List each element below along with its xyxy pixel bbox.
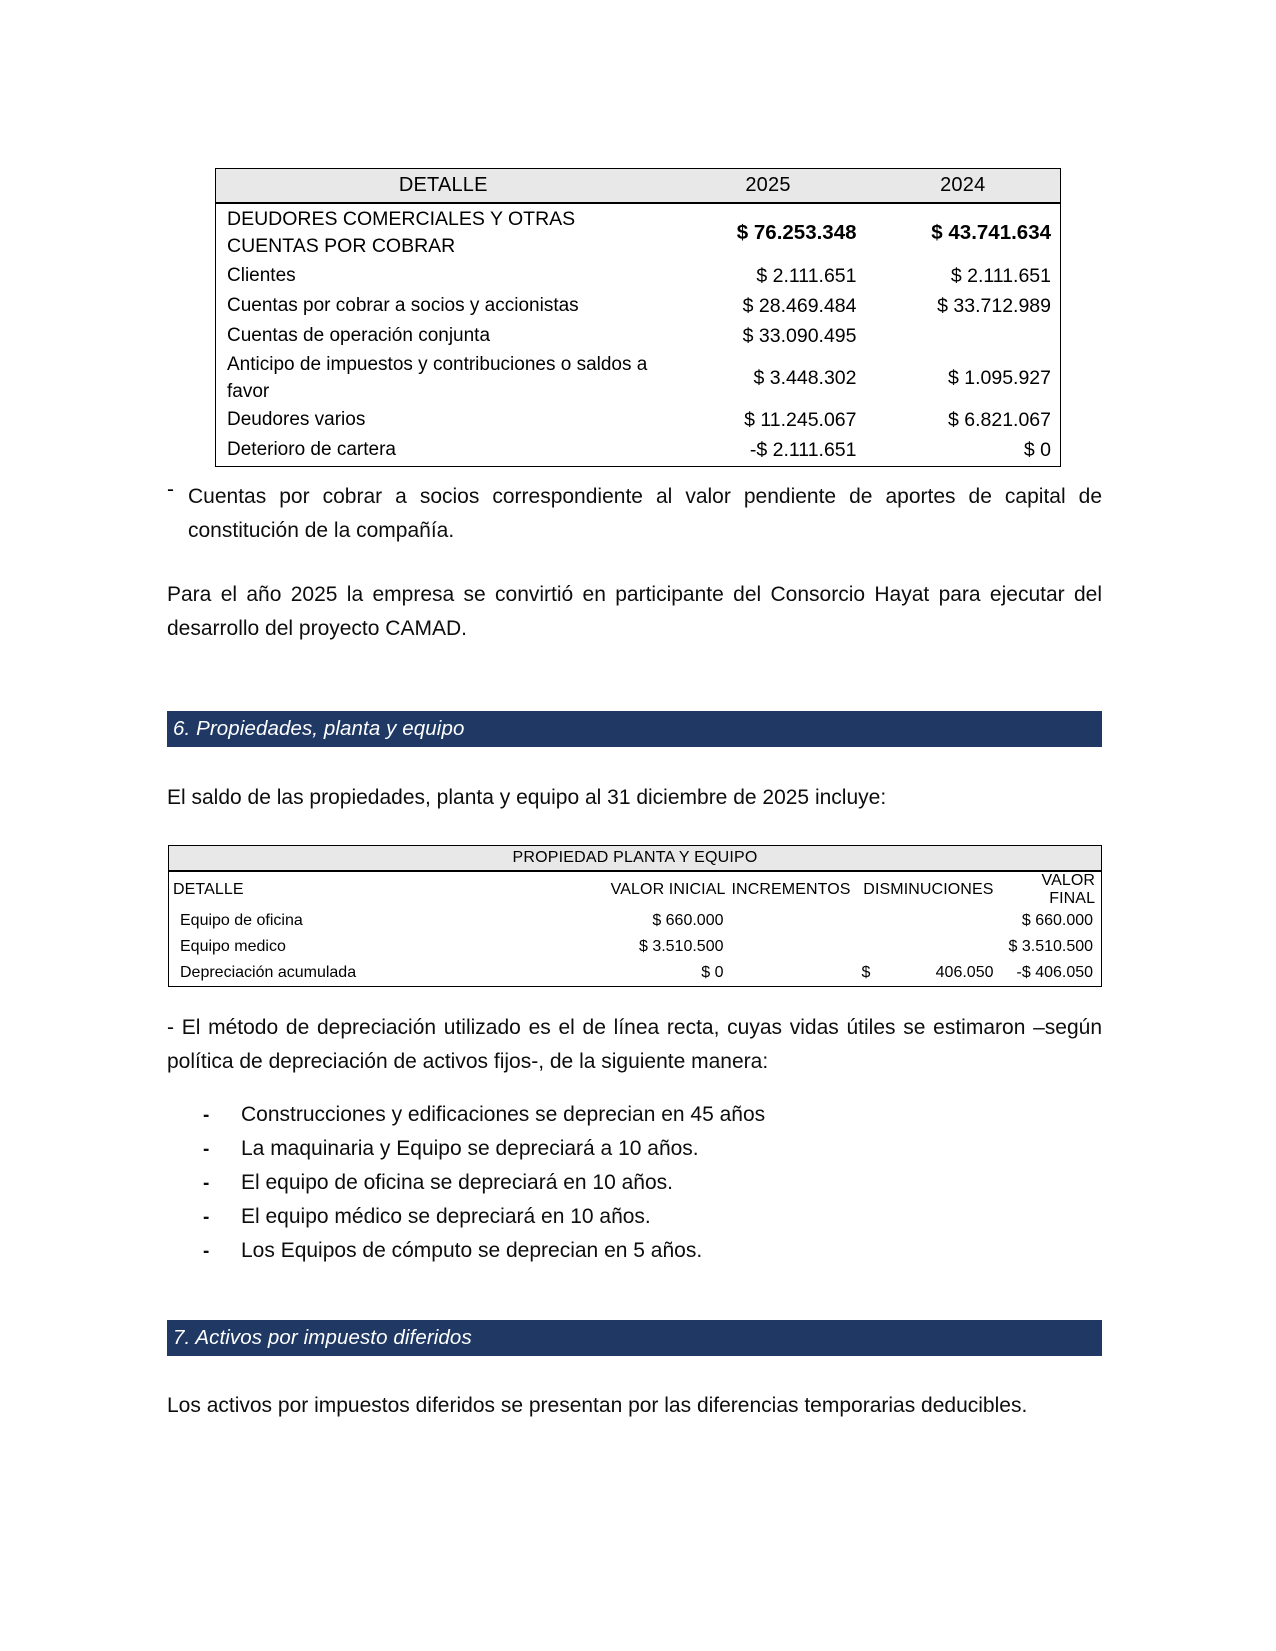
row-value-2024: $ 1.095.927 xyxy=(947,367,1051,390)
row-value-2025: $ 3.448.302 xyxy=(753,367,857,390)
table-row xyxy=(216,352,1061,406)
section-heading-6-label: 6. Propiedades, planta y equipo xyxy=(173,717,465,740)
row-valor-final: $ 660.000 xyxy=(1021,912,1094,929)
row-valor-final: -$ 406.050 xyxy=(1016,964,1094,981)
column-header-valor-inicial: VALOR INICIAL xyxy=(610,881,726,898)
list-item-label: Los Equipos de cómputo se deprecian en 5 años. xyxy=(241,1239,703,1262)
deudores-table xyxy=(215,168,1061,467)
bullet-dash-icon: - xyxy=(203,1241,210,1262)
row-valor-final: $ 3.510.500 xyxy=(1008,938,1094,955)
row-label: Deterioro de cartera xyxy=(227,439,396,461)
row-disminuciones xyxy=(852,908,1000,934)
row-value-2024: $ 33.712.989 xyxy=(937,295,1051,318)
para-metodo-depreciacion: - El método de depreciación utilizado es el de línea recta, cuyas vidas útiles se estimaron –según política de depreciación de activos fijos-, de la siguiente manera: xyxy=(167,1016,1102,1074)
list-item-label: El equipo de oficina se depreciará en 10 años. xyxy=(241,1171,673,1194)
row-valor-inicial: $ 3.510.500 xyxy=(638,938,724,955)
row-value-2025: -$ 2.111.651 xyxy=(749,439,857,462)
section-heading-7-label: 7. Activos por impuesto diferidos xyxy=(173,1326,472,1349)
row-value-2025: $ 33.090.495 xyxy=(742,325,857,348)
column-header-disminuciones: DISMINUCIONES xyxy=(863,881,994,898)
table-row xyxy=(216,203,1061,262)
table-header-row xyxy=(216,169,1061,204)
column-header-2025: 2025 xyxy=(671,169,866,204)
row-incrementos xyxy=(732,934,852,960)
bullet-dash-icon: - xyxy=(203,1105,210,1126)
column-header-incrementos: INCREMENTOS xyxy=(731,881,851,898)
row-value-2025: $ 2.111.651 xyxy=(756,265,857,288)
list-item xyxy=(203,1103,1003,1137)
row-label: Anticipo de impuestos y contribuciones o saldos a favor xyxy=(227,353,648,402)
row-label: Cuentas por cobrar a socios y accionistas xyxy=(227,295,579,317)
amount: 406.050 xyxy=(935,964,994,981)
section-heading-7 xyxy=(167,1320,1102,1356)
column-header-2024: 2024 xyxy=(866,169,1061,204)
bullet-dash-icon: - xyxy=(203,1173,210,1194)
section-heading-6 xyxy=(167,711,1102,747)
table-row xyxy=(169,908,1102,934)
table-row xyxy=(216,262,1061,292)
table-row xyxy=(216,292,1061,322)
row-disminuciones xyxy=(852,960,1000,987)
row-label: Equipo de oficina xyxy=(180,912,303,929)
row-value-2025: $ 11.245.067 xyxy=(744,409,857,432)
row-value-2024: $ 6.821.067 xyxy=(947,409,1051,432)
ppe-table xyxy=(168,845,1102,987)
section7-body: Los activos por impuestos diferidos se presentan por las diferencias temporarias deducibles. xyxy=(167,1394,1028,1417)
deudores-table-container xyxy=(215,168,1060,467)
row-value-2024: $ 2.111.651 xyxy=(950,265,1051,288)
row-label: Clientes xyxy=(227,265,296,287)
section6-intro: El saldo de las propiedades, planta y equipo al 31 diciembre de 2025 incluye: xyxy=(167,786,887,809)
row-label: Deudores varios xyxy=(227,409,366,431)
list-item-label: Construcciones y edificaciones se deprecian en 45 años xyxy=(241,1103,766,1126)
row-value-2024 xyxy=(866,322,1061,352)
list-item-label: La maquinaria y Equipo se depreciará a 10 años. xyxy=(241,1137,699,1160)
para-consorcio: Para el año 2025 la empresa se convirtió en participante del Consorcio Hayat para ejecutar del desarrollo del proyecto CAMAD. xyxy=(167,583,1102,641)
row-incrementos xyxy=(732,960,852,987)
list-item xyxy=(203,1171,1003,1205)
list-item xyxy=(203,1205,1003,1239)
currency-symbol: $ xyxy=(861,964,871,981)
table-row xyxy=(169,934,1102,960)
column-header-detalle: DETALLE xyxy=(216,169,671,204)
list-item-label: El equipo médico se depreciará en 10 años. xyxy=(241,1205,651,1228)
ppe-table-title: PROPIEDAD PLANTA Y EQUIPO xyxy=(169,846,1102,872)
row-value-2025: $ 28.469.484 xyxy=(742,295,857,318)
depreciacion-bullet-list xyxy=(203,1103,1003,1273)
row-label: DEUDORES COMERCIALES Y OTRAS CUENTAS POR COBRAR xyxy=(227,208,576,257)
row-label: Equipo medico xyxy=(180,938,286,955)
row-incrementos xyxy=(732,908,852,934)
row-value-2024: $ 0 xyxy=(1023,439,1051,462)
row-disminuciones xyxy=(852,934,1000,960)
ppe-table-header-row xyxy=(169,871,1102,908)
note-dash-marker: - xyxy=(167,478,174,501)
list-item xyxy=(203,1239,1003,1273)
row-label: Cuentas de operación conjunta xyxy=(227,325,491,347)
table-row xyxy=(216,436,1061,467)
table-row xyxy=(169,960,1102,987)
column-header-detalle: DETALLE xyxy=(173,881,244,898)
column-header-valor-final: VALOR FINAL xyxy=(1041,872,1096,907)
row-label: Depreciación acumulada xyxy=(180,964,357,981)
ppe-table-container xyxy=(168,845,1101,987)
bullet-dash-icon: - xyxy=(203,1139,210,1160)
note-socios-text: Cuentas por cobrar a socios correspondiente al valor pendiente de aportes de capital de constitución de la compañía. xyxy=(188,485,1102,543)
table-row xyxy=(216,322,1061,352)
row-valor-inicial: $ 0 xyxy=(701,964,724,981)
ppe-table-title-row xyxy=(169,846,1102,872)
table-row xyxy=(216,406,1061,436)
row-value-2024: $ 43.741.634 xyxy=(931,220,1051,244)
bullet-dash-icon: - xyxy=(203,1207,210,1228)
list-item xyxy=(203,1137,1003,1171)
row-valor-inicial: $ 660.000 xyxy=(652,912,724,929)
row-value-2025: $ 76.253.348 xyxy=(736,220,857,244)
